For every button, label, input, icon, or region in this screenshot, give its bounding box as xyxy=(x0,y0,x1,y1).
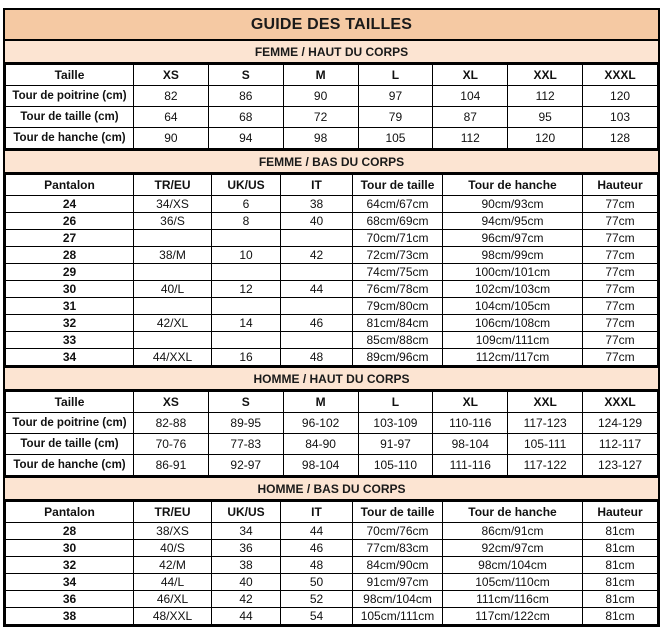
cell-value: 105cm/110cm xyxy=(443,574,583,591)
header-row xyxy=(6,175,658,196)
cell-value: 104cm/105cm xyxy=(443,298,583,315)
column-header: Taille xyxy=(6,65,134,86)
cell-value: 86cm/91cm xyxy=(443,523,583,540)
cell-value: 94 xyxy=(208,128,283,149)
column-header: XXL xyxy=(508,392,583,413)
table-row xyxy=(6,349,658,366)
cell-value: 77cm xyxy=(583,247,658,264)
cell-value: 81cm xyxy=(583,557,658,574)
column-header: TR/EU xyxy=(134,502,212,523)
row-label: Tour de taille (cm) xyxy=(6,107,134,128)
table-homme-bas-du-corps xyxy=(5,501,658,625)
cell-value: 100cm/101cm xyxy=(443,264,583,281)
cell-value: 104 xyxy=(433,86,508,107)
cell-value: 81cm xyxy=(583,574,658,591)
column-header: XL xyxy=(433,392,508,413)
table-row xyxy=(6,413,658,434)
cell-value: 81cm xyxy=(583,591,658,608)
cell-value: 34 xyxy=(212,523,281,540)
cell-value: 48 xyxy=(281,349,353,366)
cell-value: 46 xyxy=(281,540,353,557)
section-header-homme-haut: HOMME / HAUT DU CORPS xyxy=(5,366,658,391)
row-label: Tour de poitrine (cm) xyxy=(6,413,134,434)
cell-value: 40/S xyxy=(134,540,212,557)
row-label: 31 xyxy=(6,298,134,315)
cell-value: 77cm xyxy=(583,213,658,230)
row-label: Tour de taille (cm) xyxy=(6,434,134,455)
cell-value: 123-127 xyxy=(583,455,658,476)
column-header: XXL xyxy=(508,65,583,86)
column-header: IT xyxy=(281,502,353,523)
cell-value: 44/XXL xyxy=(134,349,212,366)
cell-value: 77cm xyxy=(583,332,658,349)
row-label: 29 xyxy=(6,264,134,281)
cell-value: 34/XS xyxy=(134,196,212,213)
cell-value xyxy=(134,264,212,281)
page-title: GUIDE DES TAILLES xyxy=(5,10,658,39)
table-row xyxy=(6,332,658,349)
table-row xyxy=(6,107,658,128)
cell-value: 42 xyxy=(281,247,353,264)
column-header: M xyxy=(283,65,358,86)
cell-value: 54 xyxy=(281,608,353,625)
cell-value: 77cm xyxy=(583,281,658,298)
cell-value: 82-88 xyxy=(134,413,209,434)
table-row xyxy=(6,298,658,315)
table-row xyxy=(6,574,658,591)
table-row xyxy=(6,264,658,281)
column-header: XXXL xyxy=(583,65,658,86)
row-label: 28 xyxy=(6,247,134,264)
cell-value: 38/M xyxy=(134,247,212,264)
cell-value: 77-83 xyxy=(208,434,283,455)
table-row xyxy=(6,86,658,107)
table-row xyxy=(6,540,658,557)
cell-value: 36 xyxy=(212,540,281,557)
cell-value: 79 xyxy=(358,107,433,128)
cell-value: 77cm xyxy=(583,349,658,366)
section-header-femme-bas: FEMME / BAS DU CORPS xyxy=(5,149,658,174)
cell-value: 77cm xyxy=(583,264,658,281)
column-header: UK/US xyxy=(212,502,281,523)
cell-value: 85cm/88cm xyxy=(353,332,443,349)
cell-value: 77cm xyxy=(583,298,658,315)
cell-value: 94cm/95cm xyxy=(443,213,583,230)
section-header-homme-bas: HOMME / BAS DU CORPS xyxy=(5,476,658,501)
column-header: XS xyxy=(134,65,209,86)
cell-value: 89cm/96cm xyxy=(353,349,443,366)
cell-value: 105-111 xyxy=(508,434,583,455)
cell-value: 42/M xyxy=(134,557,212,574)
cell-value: 38/XS xyxy=(134,523,212,540)
cell-value: 70-76 xyxy=(134,434,209,455)
table-femme-haut-du-corps xyxy=(5,64,658,149)
cell-value: 105 xyxy=(358,128,433,149)
row-label: 33 xyxy=(6,332,134,349)
cell-value: 8 xyxy=(212,213,281,230)
cell-value: 90 xyxy=(134,128,209,149)
cell-value: 6 xyxy=(212,196,281,213)
cell-value: 84-90 xyxy=(283,434,358,455)
cell-value xyxy=(212,332,281,349)
cell-value: 81cm xyxy=(583,523,658,540)
table-row xyxy=(6,434,658,455)
cell-value: 16 xyxy=(212,349,281,366)
row-label: 28 xyxy=(6,523,134,540)
cell-value: 102cm/103cm xyxy=(443,281,583,298)
cell-value: 106cm/108cm xyxy=(443,315,583,332)
cell-value: 68cm/69cm xyxy=(353,213,443,230)
cell-value: 110-116 xyxy=(433,413,508,434)
section-header-femme-haut: FEMME / HAUT DU CORPS xyxy=(5,39,658,64)
cell-value: 81cm/84cm xyxy=(353,315,443,332)
row-label: Tour de poitrine (cm) xyxy=(6,86,134,107)
cell-value: 77cm/83cm xyxy=(353,540,443,557)
cell-value: 12 xyxy=(212,281,281,298)
column-header: S xyxy=(208,65,283,86)
column-header: Taille xyxy=(6,392,134,413)
row-label: 30 xyxy=(6,281,134,298)
cell-value: 36/S xyxy=(134,213,212,230)
row-label: 26 xyxy=(6,213,134,230)
table-row xyxy=(6,128,658,149)
table-row xyxy=(6,281,658,298)
column-header: M xyxy=(283,392,358,413)
cell-value: 77cm xyxy=(583,196,658,213)
cell-value xyxy=(281,230,353,247)
column-header: IT xyxy=(281,175,353,196)
cell-value: 64cm/67cm xyxy=(353,196,443,213)
column-header: Tour de hanche xyxy=(443,502,583,523)
column-header: L xyxy=(358,392,433,413)
cell-value: 14 xyxy=(212,315,281,332)
cell-value: 48/XXL xyxy=(134,608,212,625)
row-label: 32 xyxy=(6,315,134,332)
cell-value: 98cm/104cm xyxy=(443,557,583,574)
cell-value: 50 xyxy=(281,574,353,591)
cell-value xyxy=(281,332,353,349)
cell-value: 10 xyxy=(212,247,281,264)
cell-value: 111cm/116cm xyxy=(443,591,583,608)
row-label: 24 xyxy=(6,196,134,213)
cell-value: 86 xyxy=(208,86,283,107)
cell-value xyxy=(212,264,281,281)
cell-value xyxy=(134,332,212,349)
cell-value: 70cm/71cm xyxy=(353,230,443,247)
table-row xyxy=(6,455,658,476)
table-femme-bas-du-corps xyxy=(5,174,658,366)
header-row xyxy=(6,392,658,413)
cell-value: 44/L xyxy=(134,574,212,591)
size-guide-sheet xyxy=(3,8,660,627)
cell-value: 95 xyxy=(508,107,583,128)
column-header: Tour de taille xyxy=(353,502,443,523)
cell-value: 112-117 xyxy=(583,434,658,455)
cell-value: 82 xyxy=(134,86,209,107)
header-row xyxy=(6,65,658,86)
cell-value: 120 xyxy=(508,128,583,149)
table-row xyxy=(6,557,658,574)
cell-value: 96-102 xyxy=(283,413,358,434)
cell-value: 86-91 xyxy=(134,455,209,476)
cell-value: 97 xyxy=(358,86,433,107)
column-header: L xyxy=(358,65,433,86)
cell-value: 90 xyxy=(283,86,358,107)
cell-value: 48 xyxy=(281,557,353,574)
cell-value: 40/L xyxy=(134,281,212,298)
cell-value: 72 xyxy=(283,107,358,128)
column-header: Hauteur xyxy=(583,502,658,523)
cell-value: 124-129 xyxy=(583,413,658,434)
cell-value: 112 xyxy=(508,86,583,107)
cell-value xyxy=(281,264,353,281)
cell-value: 46 xyxy=(281,315,353,332)
cell-value xyxy=(212,230,281,247)
cell-value: 81cm xyxy=(583,608,658,625)
cell-value: 98cm/104cm xyxy=(353,591,443,608)
column-header: UK/US xyxy=(212,175,281,196)
cell-value: 111-116 xyxy=(433,455,508,476)
row-label: 36 xyxy=(6,591,134,608)
header-row xyxy=(6,502,658,523)
cell-value: 40 xyxy=(212,574,281,591)
table-row xyxy=(6,213,658,230)
cell-value: 89-95 xyxy=(208,413,283,434)
row-label: Tour de hanche (cm) xyxy=(6,128,134,149)
table-row xyxy=(6,196,658,213)
cell-value: 98cm/99cm xyxy=(443,247,583,264)
row-label: 27 xyxy=(6,230,134,247)
cell-value: 64 xyxy=(134,107,209,128)
cell-value: 120 xyxy=(583,86,658,107)
table-row xyxy=(6,591,658,608)
cell-value: 112 xyxy=(433,128,508,149)
cell-value: 117-122 xyxy=(508,455,583,476)
cell-value: 98 xyxy=(283,128,358,149)
cell-value: 42/XL xyxy=(134,315,212,332)
cell-value: 77cm xyxy=(583,230,658,247)
cell-value: 103-109 xyxy=(358,413,433,434)
table-row xyxy=(6,523,658,540)
cell-value: 91-97 xyxy=(358,434,433,455)
cell-value: 117cm/122cm xyxy=(443,608,583,625)
row-label: 34 xyxy=(6,574,134,591)
table-row xyxy=(6,230,658,247)
cell-value: 44 xyxy=(281,281,353,298)
cell-value: 98-104 xyxy=(283,455,358,476)
cell-value: 128 xyxy=(583,128,658,149)
cell-value: 79cm/80cm xyxy=(353,298,443,315)
cell-value: 96cm/97cm xyxy=(443,230,583,247)
cell-value: 92-97 xyxy=(208,455,283,476)
column-header: Pantalon xyxy=(6,175,134,196)
column-header: XS xyxy=(134,392,209,413)
cell-value: 112cm/117cm xyxy=(443,349,583,366)
row-label: 32 xyxy=(6,557,134,574)
cell-value: 87 xyxy=(433,107,508,128)
column-header: TR/EU xyxy=(134,175,212,196)
table-row xyxy=(6,247,658,264)
column-header: XXXL xyxy=(583,392,658,413)
cell-value: 103 xyxy=(583,107,658,128)
cell-value: 117-123 xyxy=(508,413,583,434)
cell-value: 81cm xyxy=(583,540,658,557)
column-header: Tour de hanche xyxy=(443,175,583,196)
cell-value: 52 xyxy=(281,591,353,608)
cell-value: 74cm/75cm xyxy=(353,264,443,281)
cell-value: 91cm/97cm xyxy=(353,574,443,591)
column-header: XL xyxy=(433,65,508,86)
table-row xyxy=(6,315,658,332)
cell-value: 77cm xyxy=(583,315,658,332)
cell-value: 38 xyxy=(281,196,353,213)
cell-value: 40 xyxy=(281,213,353,230)
cell-value xyxy=(134,230,212,247)
cell-value: 46/XL xyxy=(134,591,212,608)
cell-value: 84cm/90cm xyxy=(353,557,443,574)
cell-value xyxy=(134,298,212,315)
cell-value xyxy=(281,298,353,315)
column-header: Tour de taille xyxy=(353,175,443,196)
cell-value: 70cm/76cm xyxy=(353,523,443,540)
table-homme-haut-du-corps xyxy=(5,391,658,476)
cell-value: 38 xyxy=(212,557,281,574)
cell-value: 105cm/111cm xyxy=(353,608,443,625)
column-header: S xyxy=(208,392,283,413)
cell-value: 105-110 xyxy=(358,455,433,476)
cell-value: 90cm/93cm xyxy=(443,196,583,213)
cell-value: 98-104 xyxy=(433,434,508,455)
cell-value: 92cm/97cm xyxy=(443,540,583,557)
cell-value: 44 xyxy=(212,608,281,625)
row-label: Tour de hanche (cm) xyxy=(6,455,134,476)
column-header: Pantalon xyxy=(6,502,134,523)
row-label: 34 xyxy=(6,349,134,366)
cell-value: 109cm/111cm xyxy=(443,332,583,349)
column-header: Hauteur xyxy=(583,175,658,196)
cell-value: 72cm/73cm xyxy=(353,247,443,264)
cell-value xyxy=(212,298,281,315)
row-label: 30 xyxy=(6,540,134,557)
cell-value: 44 xyxy=(281,523,353,540)
cell-value: 42 xyxy=(212,591,281,608)
cell-value: 68 xyxy=(208,107,283,128)
cell-value: 76cm/78cm xyxy=(353,281,443,298)
row-label: 38 xyxy=(6,608,134,625)
